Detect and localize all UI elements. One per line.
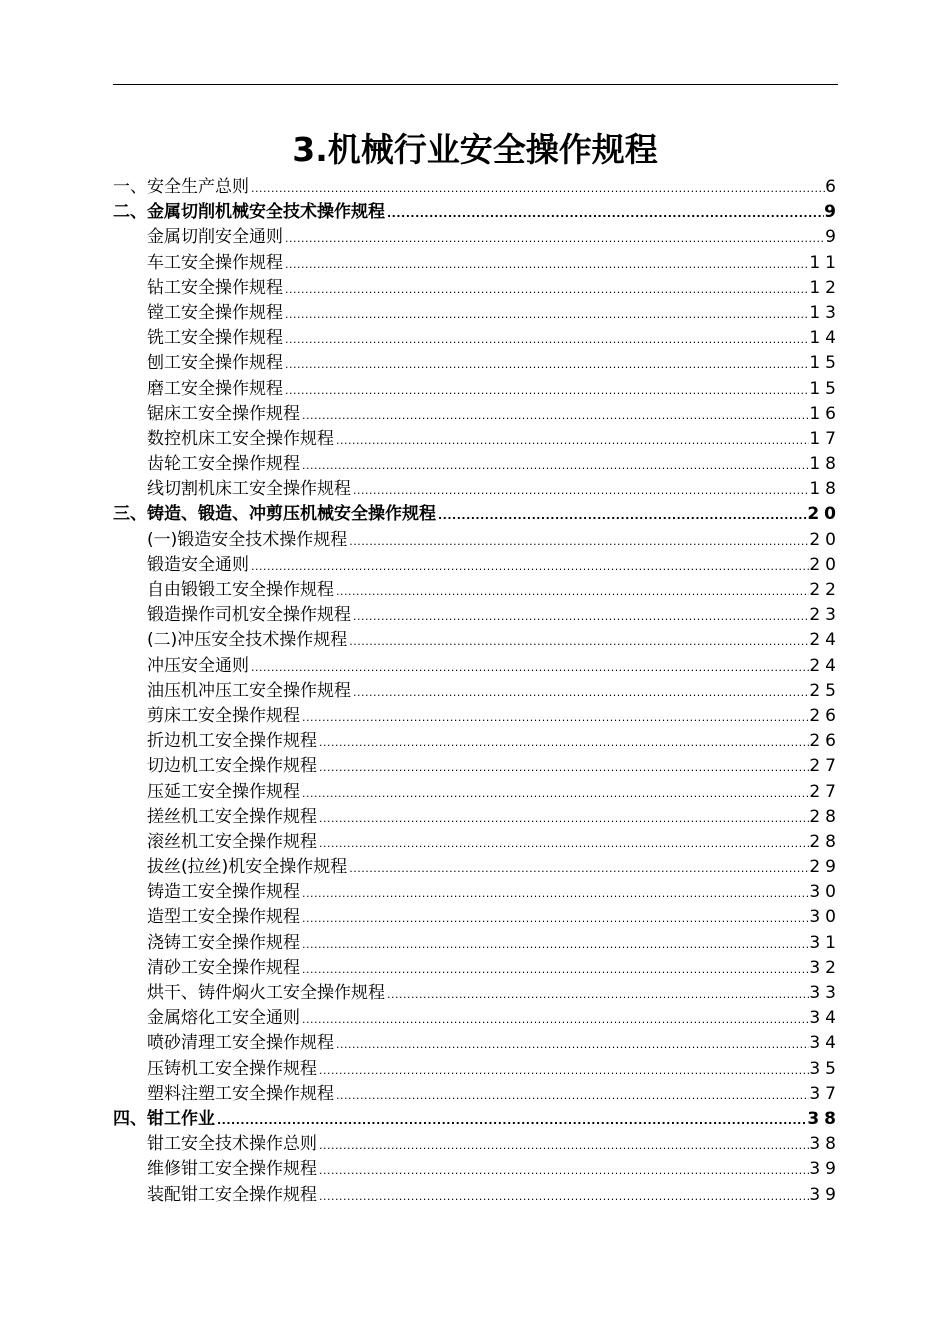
dot-leader: [317, 806, 809, 831]
toc-entry-page: 34: [809, 1033, 841, 1054]
toc-entry[interactable]: [113, 427, 841, 452]
document-title: 3.机械行业安全操作规程: [292, 130, 658, 169]
toc-entry-page: 18: [809, 479, 841, 500]
toc-entry[interactable]: [113, 981, 841, 1006]
toc-entry-label: 四、钳工作业: [113, 1108, 215, 1129]
toc-entry-page: 38: [809, 1134, 841, 1155]
toc-entry-label: 车工安全操作规程: [147, 252, 283, 273]
toc-entry-page: 39: [809, 1159, 841, 1180]
toc-entry[interactable]: [113, 1107, 841, 1132]
toc-entry-label: 锻造安全通则: [147, 554, 249, 575]
toc-entry-page: 12: [809, 277, 841, 298]
toc-entry[interactable]: [113, 729, 841, 754]
toc-entry[interactable]: [113, 452, 841, 477]
toc-entry-page: 28: [809, 806, 841, 827]
toc-entry-page: 25: [809, 680, 841, 701]
dot-leader: [300, 1007, 809, 1032]
dot-leader: [283, 327, 809, 352]
dot-leader: [351, 680, 809, 705]
toc-entry[interactable]: [113, 502, 841, 527]
toc-entry-page: 28: [809, 831, 841, 852]
toc-entry-label: 锻造操作司机安全操作规程: [147, 605, 351, 626]
dot-leader: [300, 781, 809, 806]
toc-entry-label: (一)锻造安全技术操作规程: [147, 529, 348, 550]
toc-entry-label: 切边机工安全操作规程: [147, 756, 317, 777]
toc-entry-label: 铸造工安全操作规程: [147, 882, 300, 903]
dot-leader: [300, 881, 809, 906]
toc-entry-label: 线切割机床工安全操作规程: [147, 479, 351, 500]
dot-leader: [249, 554, 809, 579]
toc-entry-page: 24: [809, 655, 841, 676]
toc-entry[interactable]: [113, 553, 841, 578]
toc-entry[interactable]: [113, 704, 841, 729]
toc-entry-label: 一、安全生产总则: [113, 177, 249, 197]
toc-entry[interactable]: [113, 905, 841, 930]
toc-entry-label: 磨工安全操作规程: [147, 378, 283, 399]
toc-entry-label: 金属熔化工安全通则: [147, 1008, 300, 1029]
toc-entry-label: 钻工安全操作规程: [147, 277, 283, 298]
dot-leader: [300, 932, 809, 957]
toc-entry-page: 20: [807, 504, 841, 525]
toc-entry[interactable]: [113, 805, 841, 830]
toc-entry[interactable]: [113, 931, 841, 956]
toc-entry-label: 钳工安全技术操作总则: [147, 1134, 317, 1155]
toc-entry-page: 26: [809, 731, 841, 752]
toc-entry[interactable]: [113, 880, 841, 905]
toc-entry[interactable]: [113, 251, 841, 276]
toc-entry[interactable]: [113, 679, 841, 704]
toc-entry[interactable]: [113, 1132, 841, 1157]
toc-entry[interactable]: [113, 351, 841, 376]
dot-leader: [351, 604, 809, 629]
toc-entry[interactable]: [113, 956, 841, 981]
toc-entry-label: 数控机床工安全操作规程: [147, 428, 334, 449]
toc-entry-label: 冲压安全通则: [147, 655, 249, 676]
toc-entry[interactable]: [113, 377, 841, 402]
toc-entry-label: 镗工安全操作规程: [147, 302, 283, 323]
dot-leader: [283, 302, 809, 327]
toc-entry[interactable]: [113, 578, 841, 603]
dot-leader: [317, 1058, 809, 1083]
toc-entry-page: 11: [809, 252, 841, 273]
toc-entry[interactable]: [113, 1057, 841, 1082]
toc-entry[interactable]: [113, 830, 841, 855]
toc-entry-label: 齿轮工安全操作规程: [147, 454, 300, 475]
dot-leader: [317, 730, 809, 755]
toc-entry-label: 折边机工安全操作规程: [147, 731, 317, 752]
toc-entry-page: 17: [809, 428, 841, 449]
toc-entry[interactable]: [113, 225, 841, 250]
toc-entry-page: 38: [807, 1108, 841, 1129]
toc-entry[interactable]: [113, 477, 841, 502]
toc-entry-page: 15: [809, 353, 841, 374]
toc-entry-label: 装配钳工安全操作规程: [147, 1184, 317, 1205]
toc-entry-label: (二)冲压安全技术操作规程: [147, 630, 348, 651]
toc-entry-page: 23: [809, 605, 841, 626]
toc-entry[interactable]: [113, 326, 841, 351]
dot-leader: [334, 428, 809, 453]
toc-entry-label: 拔丝(拉丝)机安全操作规程: [147, 857, 348, 878]
toc-entry-label: 造型工安全操作规程: [147, 907, 300, 928]
toc-entry-label: 塑料注塑工安全操作规程: [147, 1083, 334, 1104]
toc-entry-page: 29: [809, 857, 841, 878]
toc-entry-page: 27: [809, 781, 841, 802]
toc-entry-page: 26: [809, 705, 841, 726]
toc-entry[interactable]: [113, 628, 841, 653]
toc-entry[interactable]: [113, 200, 841, 225]
toc-entry-label: 金属切削安全通则: [147, 227, 283, 248]
dot-leader: [385, 982, 809, 1007]
toc-entry-label: 浇铸工安全操作规程: [147, 932, 300, 953]
toc-entry-page: 30: [809, 907, 841, 928]
toc-entry-page: 13: [809, 302, 841, 323]
toc-entry[interactable]: [113, 276, 841, 301]
toc-entry-label: 烘干、铸件焖火工安全操作规程: [147, 983, 385, 1003]
dot-leader: [283, 277, 809, 302]
toc-entry[interactable]: [113, 528, 841, 553]
toc-entry[interactable]: [113, 654, 841, 679]
toc-entry-page: 34: [809, 1008, 841, 1029]
dot-leader: [317, 1133, 809, 1158]
toc-entry-page: 9: [824, 202, 841, 223]
toc-entry-page: 20: [809, 554, 841, 575]
dot-leader: [334, 579, 809, 604]
toc-entry-label: 搓丝机工安全操作规程: [147, 806, 317, 827]
toc-entry-label: 刨工安全操作规程: [147, 353, 283, 374]
toc-entry-label: 压延工安全操作规程: [147, 781, 300, 802]
toc-entry-page: 35: [809, 1058, 841, 1079]
toc-entry-label: 清砂工安全操作规程: [147, 957, 300, 978]
toc-entry-page: 24: [809, 630, 841, 651]
toc-entry-label: 压铸机工安全操作规程: [147, 1058, 317, 1079]
dot-leader: [300, 957, 809, 982]
dot-leader: [317, 1158, 809, 1183]
toc-entry-label: 剪床工安全操作规程: [147, 705, 300, 726]
toc-entry-label: 喷砂清理工安全操作规程: [147, 1033, 334, 1054]
toc-entry-label: 滚丝机工安全操作规程: [147, 831, 317, 852]
toc-entry-label: 二、金属切削机械安全技术操作规程: [113, 202, 385, 223]
toc-entry-page: 20: [809, 529, 841, 550]
dot-leader: [347, 629, 809, 654]
toc-entry-label: 铣工安全操作规程: [147, 328, 283, 349]
toc-entry-page: 27: [809, 756, 841, 777]
toc-entry[interactable]: [113, 603, 841, 628]
toc-entry-label: 锯床工安全操作规程: [147, 403, 300, 424]
dot-leader: [249, 176, 825, 201]
toc-entry-page: 33: [809, 983, 841, 1003]
dot-leader: [283, 252, 809, 277]
toc-entry[interactable]: [113, 754, 841, 779]
dot-leader: [347, 856, 809, 881]
toc-entry-page: 32: [809, 957, 841, 978]
toc-entry-page: 15: [809, 378, 841, 399]
toc-entry-label: 自由锻锻工安全操作规程: [147, 580, 334, 600]
toc-entry-page: 31: [809, 932, 841, 953]
dot-leader: [300, 705, 809, 730]
toc-entry-page: 18: [809, 454, 841, 475]
toc-entry[interactable]: [113, 1157, 841, 1182]
dot-leader: [334, 1032, 809, 1057]
dot-leader: [283, 352, 809, 377]
toc-entry[interactable]: [113, 1082, 841, 1107]
dot-leader: [300, 906, 809, 931]
toc-entry-label: 油压机冲压工安全操作规程: [147, 680, 351, 701]
dot-leader: [300, 403, 809, 428]
toc-entry-page: 6: [825, 177, 841, 197]
toc-entry[interactable]: [113, 1031, 841, 1056]
dot-leader: [436, 503, 807, 528]
dot-leader: [334, 1083, 809, 1108]
dot-leader: [249, 655, 809, 680]
dot-leader: [347, 529, 809, 554]
toc-entry-page: 14: [809, 328, 841, 349]
toc-entry-page: 9: [825, 227, 841, 248]
toc-entry[interactable]: [113, 1183, 841, 1208]
toc-entry-page: 30: [809, 882, 841, 903]
dot-leader: [317, 755, 809, 780]
toc-entry[interactable]: [113, 175, 841, 200]
toc-entry[interactable]: [113, 301, 841, 326]
dot-leader: [351, 478, 809, 503]
toc-entry[interactable]: [113, 402, 841, 427]
toc-entry-label: 三、铸造、锻造、冲剪压机械安全操作规程: [113, 504, 436, 525]
dot-leader: [385, 201, 824, 226]
dot-leader: [283, 378, 809, 403]
toc-entry[interactable]: [113, 780, 841, 805]
dot-leader: [317, 831, 809, 856]
toc-entry[interactable]: [113, 1006, 841, 1031]
toc-entry-page: 39: [809, 1184, 841, 1205]
dot-leader: [317, 1184, 809, 1209]
dot-leader: [300, 453, 809, 478]
toc-entry-label: 维修钳工安全操作规程: [147, 1159, 317, 1180]
dot-leader: [215, 1108, 807, 1133]
toc-entry-page: 37: [809, 1083, 841, 1104]
toc-entry-page: 16: [809, 403, 841, 424]
toc-entry-page: 22: [809, 580, 841, 600]
toc-entry[interactable]: [113, 855, 841, 880]
table-of-contents: [113, 175, 841, 1208]
header-rule: [113, 84, 838, 85]
dot-leader: [283, 226, 825, 251]
